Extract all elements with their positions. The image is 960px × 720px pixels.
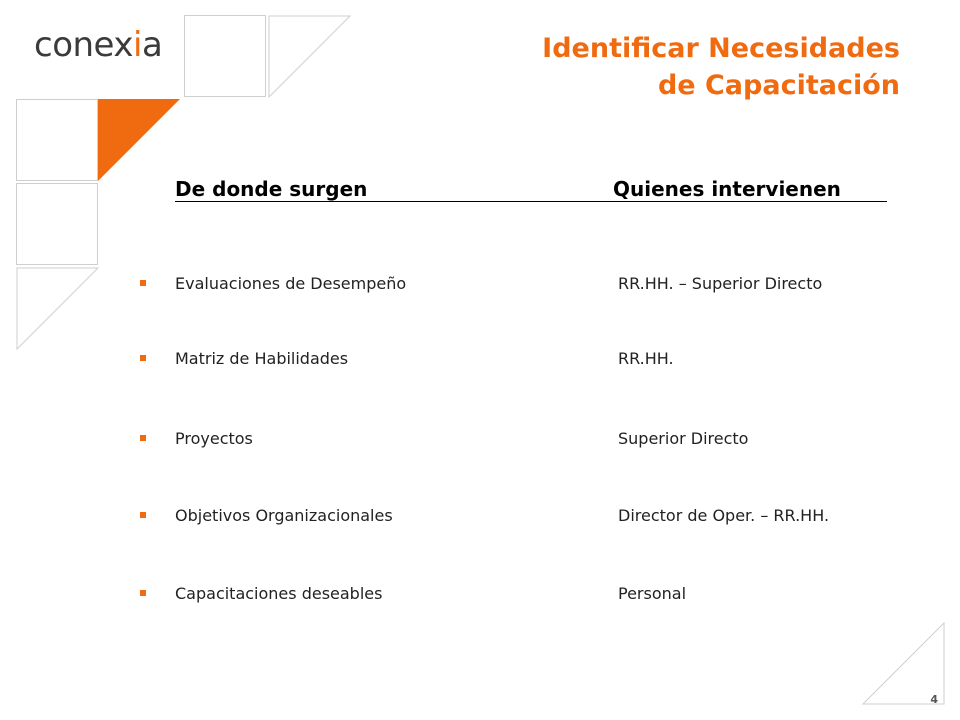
deco-square-top [184, 15, 266, 97]
bullet-icon [140, 355, 146, 361]
bullet-icon [140, 435, 146, 441]
column-header-participants: Quienes intervienen [613, 177, 841, 201]
table-row [0, 504, 960, 528]
page-number: 4 [930, 693, 938, 706]
logo-text-accent: i [133, 25, 142, 65]
row-source: Capacitaciones deseables [175, 584, 383, 603]
deco-square-left-2 [16, 183, 98, 265]
logo-text-pre: conex [34, 25, 133, 65]
title-line-2: de Capacitación [657, 70, 900, 101]
row-source: Evaluaciones de Desempeño [175, 274, 407, 293]
row-source: Matriz de Habilidades [175, 349, 349, 368]
deco-square-left-1 [16, 99, 98, 181]
table-row [0, 427, 960, 451]
row-source: Proyectos [175, 429, 253, 448]
deco-orange-triangle [98, 99, 182, 183]
table-row [0, 582, 960, 606]
bullet-icon [140, 512, 146, 518]
bullet-icon [140, 590, 146, 596]
column-header-source: De donde surgen [175, 177, 368, 201]
logo-text-post: a [141, 25, 163, 65]
title-line-1: Identificar Necesidades [542, 33, 900, 64]
row-participants: RR.HH. [618, 349, 674, 368]
deco-triangle-top [268, 15, 352, 99]
header-underline [175, 201, 887, 202]
conexia-logo [34, 25, 163, 65]
table-row [0, 272, 960, 296]
row-participants: Personal [618, 584, 687, 603]
table-row [0, 347, 960, 371]
row-participants: Superior Directo [618, 429, 749, 448]
slide-title [380, 30, 900, 104]
row-participants: Director de Oper. – RR.HH. [618, 506, 830, 525]
row-source: Objetivos Organizacionales [175, 506, 393, 525]
row-participants: RR.HH. – Superior Directo [618, 274, 823, 293]
bullet-icon [140, 280, 146, 286]
